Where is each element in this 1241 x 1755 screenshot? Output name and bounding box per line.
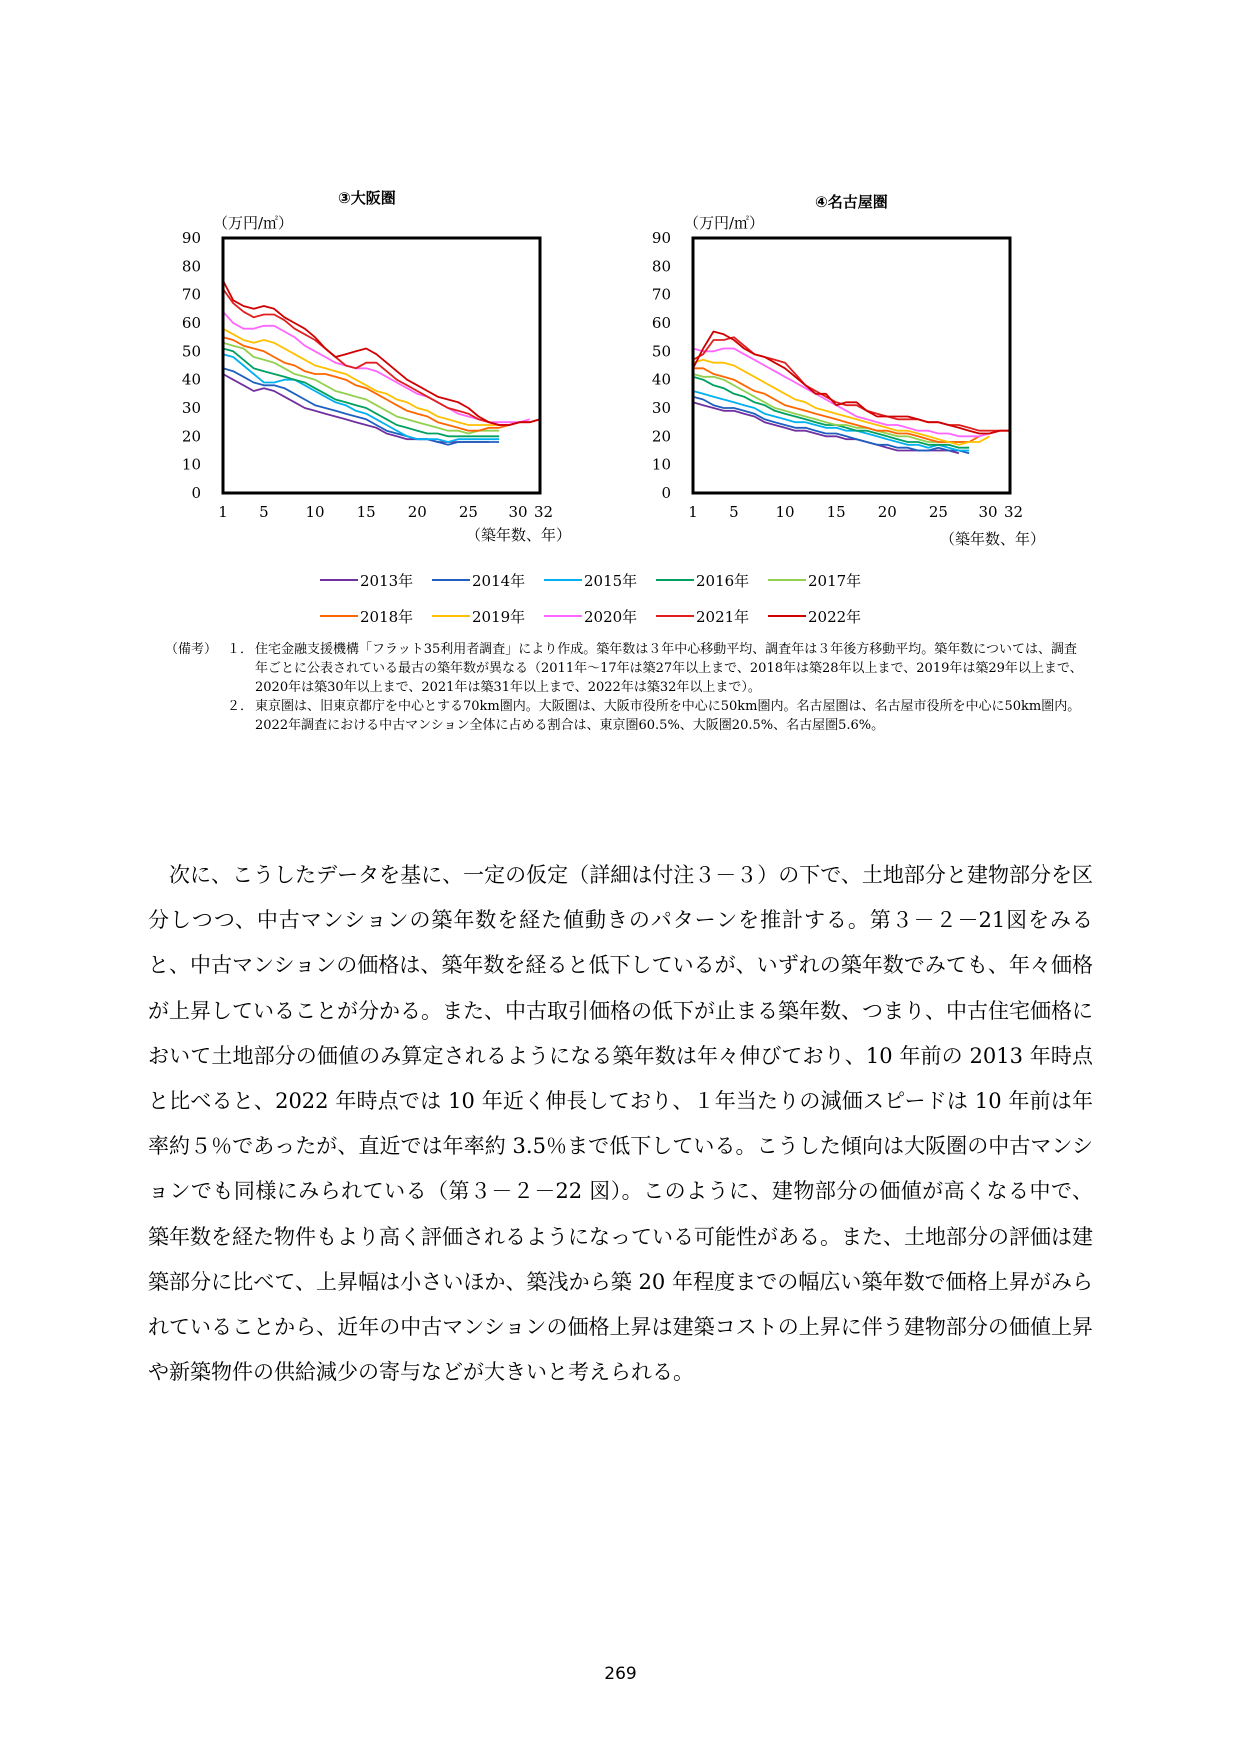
body-paragraph: 次に、こうしたデータを基に、一定の仮定（詳細は付注３－３）の下で、土地部分と建物部分を区分しつつ、中古マンションの築年数を経た値動きのパターンを推計する。第３－２－21図をみると、中古マンションの価格は、築年数を経ると低下しているが、いずれの築年数でみても、年々価格が上昇していることが分かる。また、中古取引価格の低下が止まる築年数、つまり、中古住宅価格において土地部分の価値のみ算定されるようになる築年数は年々伸びており、10 年前の 2013 年時点と比べると、2022 年時点では 10 年近く伸長しており、１年当たりの減価スピードは 10 年前は年率約５％であったが、直近では年率約 3.5％まで低下している。こうした傾向は大阪圏の中古マンションでも同様にみられている（第３－２－22 図）。このように、建物部分の価値が高くなる中で、築年数を経た物件もより高く評価されるようになっている可能性がある。また、土地部分の評価は建築部分に比べて、上昇幅は小さいほか、築浅から築 20 年程度までの幅広い築年数で価格上昇がみられていることから、近年の中古マンションの価格上昇は建築コストの上昇に伴う建物部分の価値上昇や新築物件の供給減少の寄与などが大きいと考えられる。: [148, 863, 1093, 1385]
y-tick-label: 90: [651, 229, 671, 247]
note-row: [165, 697, 1085, 735]
series-line: [223, 289, 540, 425]
note-text: 東京圏は、旧東京都庁を中心とする70km圏内。大阪圏は、大阪市役所を中心に50km圏内。名古屋圏は、名古屋市役所を中心に50km圏内。2022年調査における中古マンション全体に占める割合は、東京圏60.5%、大阪圏20.5%、名古屋圏5.6%。: [255, 699, 1081, 733]
legend-item: [320, 570, 432, 591]
legend-swatch: [656, 615, 694, 617]
x-tick-label: 20: [407, 503, 427, 521]
legend-label: 2020年: [584, 607, 638, 626]
x-tick-label: 5: [259, 503, 269, 521]
x-tick-label: 25: [458, 503, 478, 521]
legend-swatch: [320, 579, 358, 581]
note-text: 住宅金融支援機構「フラット35利用者調査」により作成。築年数は３年中心移動平均、調査年は３年後方移動平均。築年数については、調査年ごとに公表されている最古の築年数が異なる（2011年〜17年は築27年以上まで、2018年は築28年以上まで、2019年は築29年以上まで、2020年は築30年以上まで、2021年は築31年以上まで、2022年は築32年以上まで）。: [255, 642, 1083, 695]
legend-item: [656, 606, 768, 627]
notes-head-spacer: [165, 697, 227, 735]
legend-swatch: [544, 615, 582, 617]
legend-label: 2013年: [360, 571, 414, 590]
legend-item: [432, 570, 544, 591]
chart-title-osaka: ③大阪圏: [338, 189, 396, 207]
legend-row: [320, 562, 940, 598]
x-tick-label: 25: [928, 503, 948, 521]
legend-item: [432, 606, 544, 627]
legend-label: 2022年: [808, 607, 862, 626]
x-tick-label: 15: [826, 503, 846, 521]
x-axis-label-osaka: （築年数、年）: [466, 526, 572, 544]
y-tick-label: 0: [191, 484, 201, 502]
legend-label: 2015年: [584, 571, 638, 590]
x-tick-label: 30: [508, 503, 528, 521]
y-tick-label: 50: [651, 342, 671, 361]
legend-item: [768, 570, 880, 591]
legend-item: [656, 570, 768, 591]
y-tick-label: 90: [181, 229, 201, 247]
y-tick-label: 20: [651, 427, 671, 446]
legend-swatch: [544, 579, 582, 581]
y-tick-label: 30: [181, 399, 201, 417]
plot-frame: [223, 238, 540, 493]
legend-item: [544, 606, 656, 627]
legend-label: 2016年: [696, 571, 750, 590]
legend-swatch: [656, 579, 694, 581]
y-tick-label: 40: [181, 370, 201, 389]
note-row: [165, 640, 1085, 697]
legend-label: 2019年: [472, 607, 526, 626]
legend-row: [320, 598, 940, 634]
legend-item: [320, 606, 432, 627]
chart-title-nagoya: ④名古屋圏: [815, 193, 888, 211]
note-number: ２．: [227, 699, 254, 714]
legend-label: 2017年: [808, 571, 862, 590]
series-line: [693, 360, 990, 445]
legend-swatch: [432, 615, 470, 617]
y-tick-label: 20: [181, 427, 201, 446]
y-tick-label: 80: [651, 257, 671, 276]
note-number: １．: [227, 642, 254, 657]
y-tick-label: 10: [181, 455, 201, 474]
line-chart-nagoya: [645, 230, 1025, 530]
x-tick-label: 1: [218, 503, 228, 521]
legend-item: [768, 606, 880, 627]
y-tick-label: 80: [181, 257, 201, 276]
line-chart-osaka: [175, 230, 555, 530]
legend-label: 2021年: [696, 607, 750, 626]
x-tick-label: 20: [877, 503, 897, 521]
y-tick-label: 60: [181, 314, 201, 332]
x-tick-label: 32: [534, 503, 554, 521]
y-unit-label-nagoya: （万円/㎡）: [684, 214, 765, 232]
legend-item: [544, 570, 656, 591]
plot-frame: [693, 238, 1010, 493]
y-tick-label: 30: [651, 399, 671, 417]
legend-swatch: [432, 579, 470, 581]
notes-head: （備考）: [165, 642, 218, 657]
y-tick-label: 60: [651, 314, 671, 332]
y-tick-label: 70: [651, 285, 671, 304]
y-tick-label: 10: [651, 455, 671, 474]
x-tick-label: 1: [688, 503, 698, 521]
x-tick-label: 32: [1004, 503, 1024, 521]
legend-swatch: [768, 579, 806, 581]
x-axis-label-nagoya: （築年数、年）: [940, 530, 1046, 548]
legend: [320, 562, 940, 634]
y-tick-label: 40: [651, 370, 671, 389]
x-tick-label: 30: [978, 503, 998, 521]
x-tick-label: 10: [305, 503, 325, 521]
legend-label: 2018年: [360, 607, 414, 626]
series-line: [223, 281, 540, 426]
y-tick-label: 70: [181, 285, 201, 304]
y-tick-label: 50: [181, 342, 201, 361]
y-tick-label: 0: [661, 484, 671, 502]
x-tick-label: 15: [356, 503, 376, 521]
legend-label: 2014年: [472, 571, 526, 590]
body-text: [148, 853, 1093, 1395]
legend-swatch: [320, 615, 358, 617]
legend-swatch: [768, 615, 806, 617]
y-unit-label-osaka: （万円/㎡）: [213, 214, 294, 232]
x-tick-label: 10: [775, 503, 795, 521]
page-number: 269: [604, 1664, 637, 1684]
notes: [165, 640, 1085, 735]
x-tick-label: 5: [729, 503, 739, 521]
